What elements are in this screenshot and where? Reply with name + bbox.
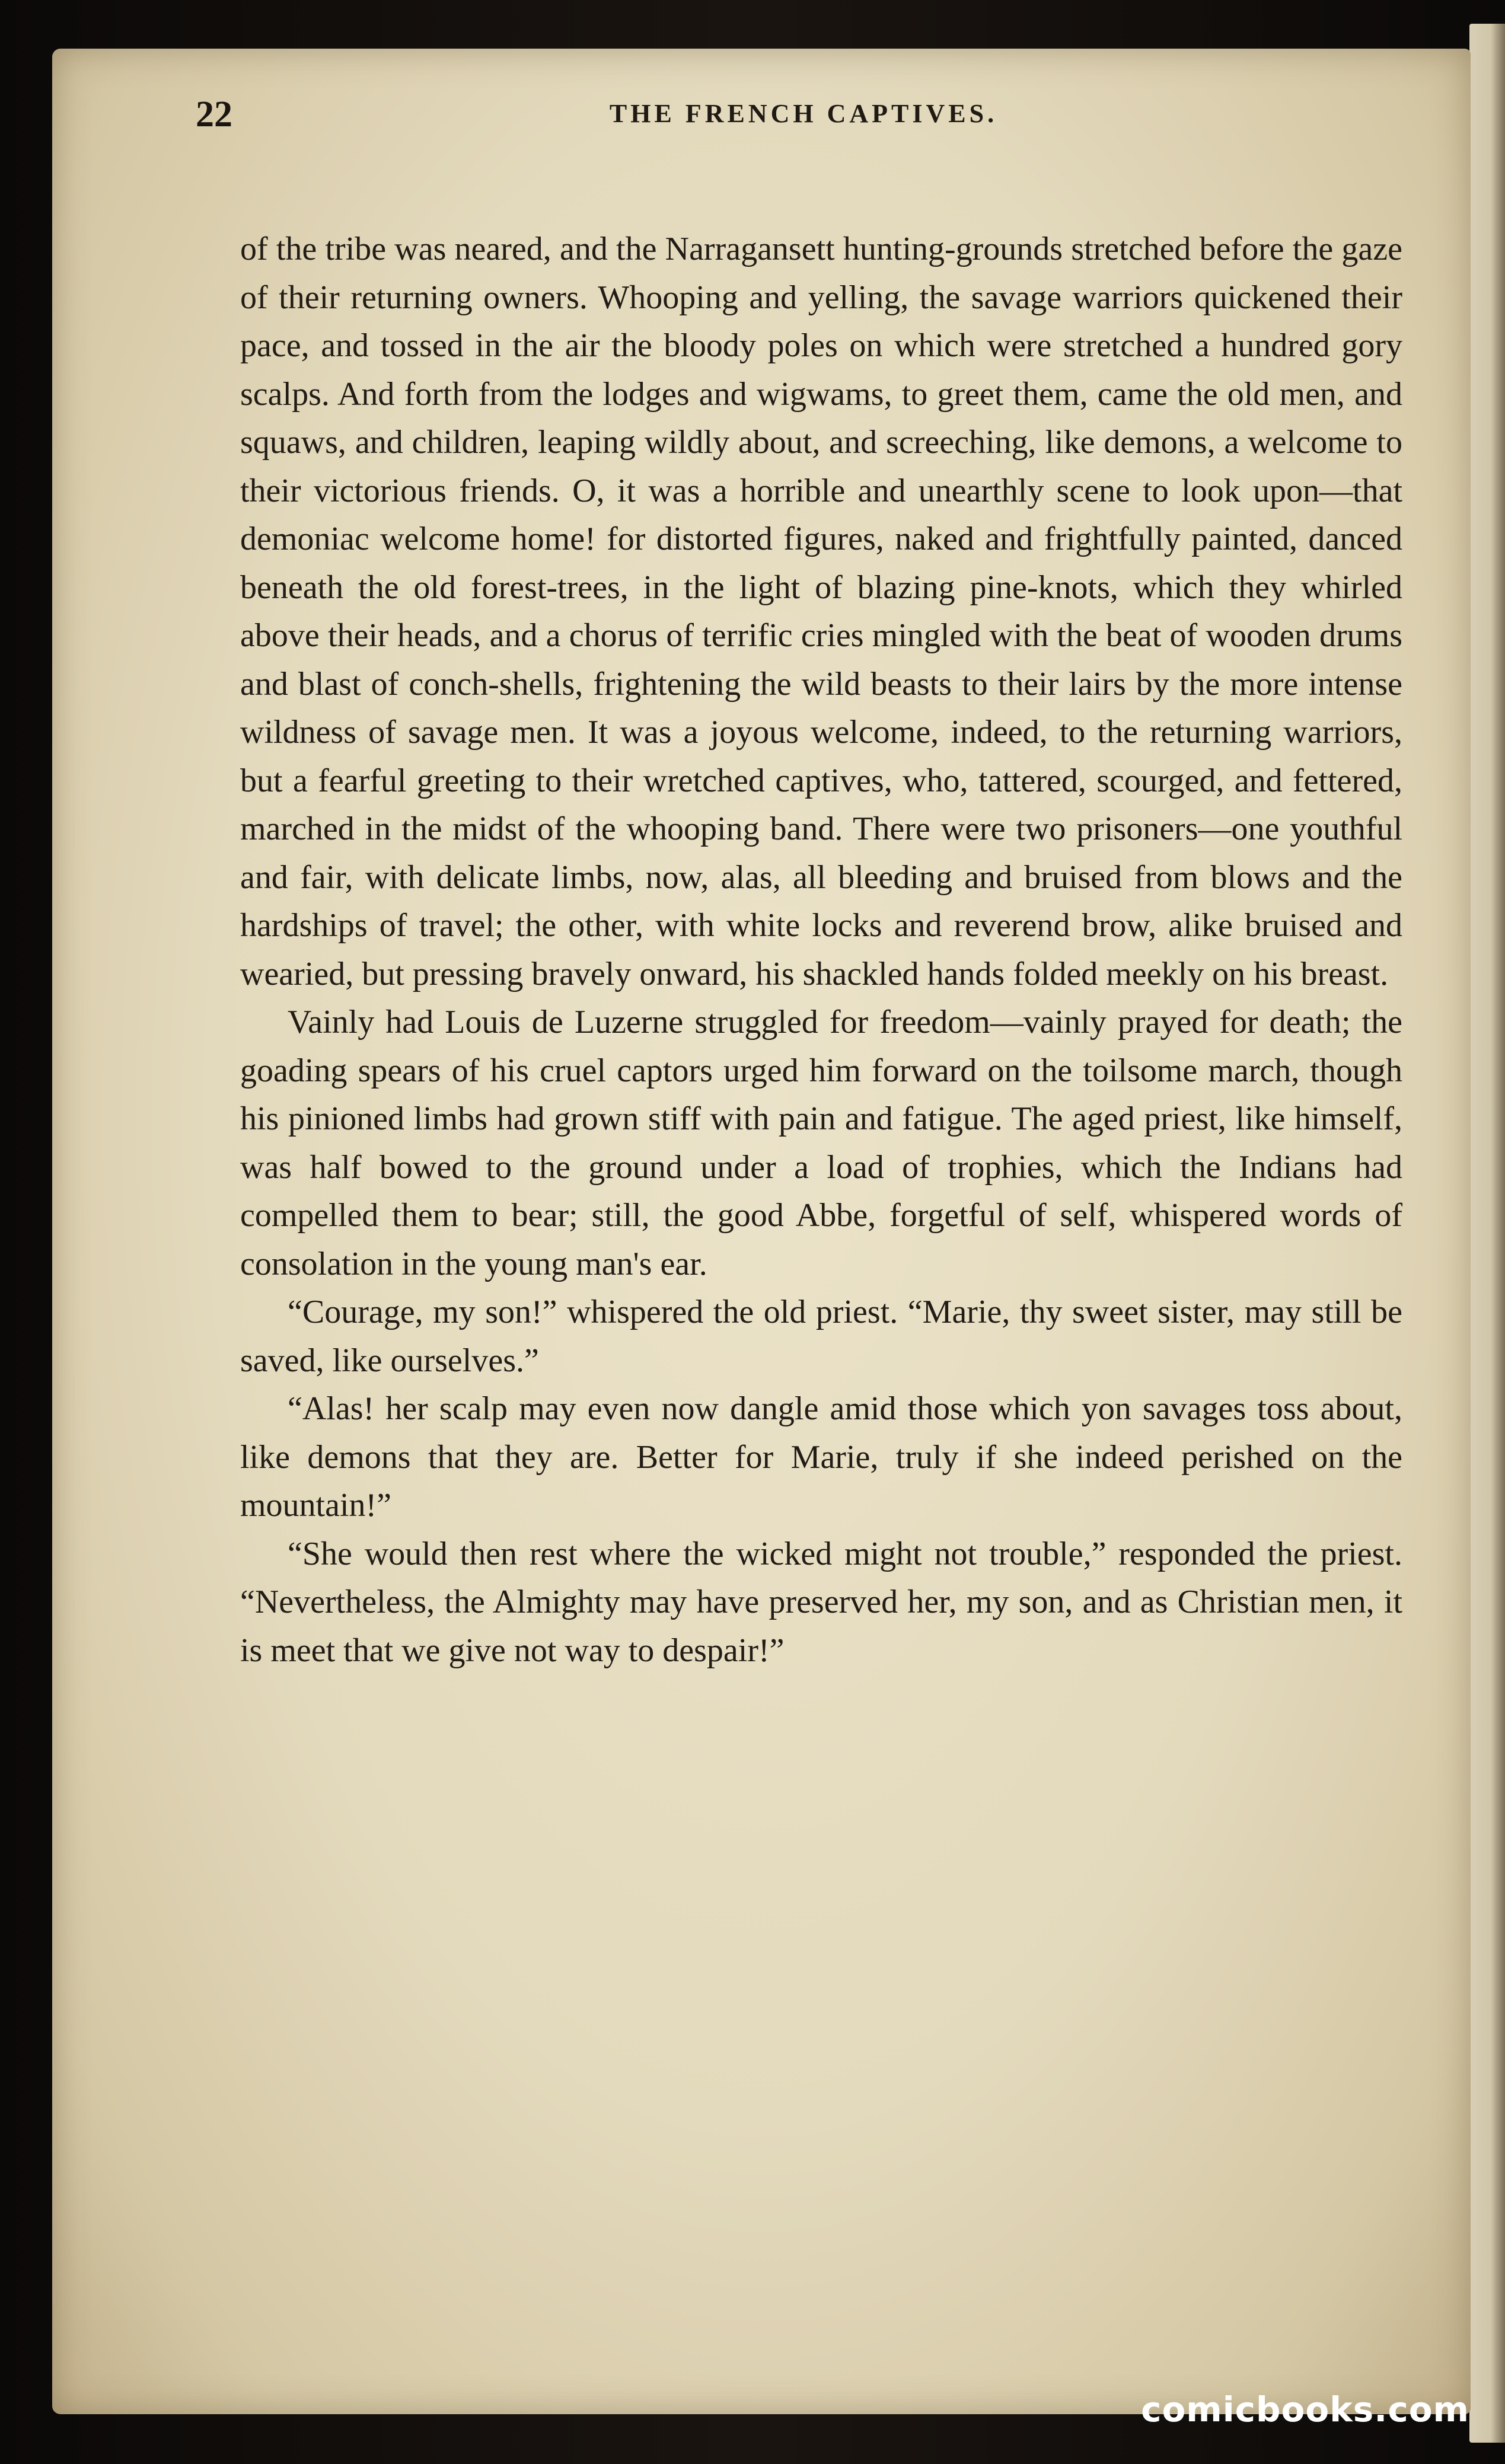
page-number: 22 bbox=[196, 94, 232, 135]
paragraph-1: of the tribe was neared, and the Narragansett hunting-grounds stretched before the gaze of their returning owners. Whooping and yelling, the savage warriors quickened their pace, and tossed in the air the bloody poles on which were stretched a hundred gory scalps. And forth from the lodges and wigwams, to greet them, came the old men, and squaws, and children, leaping wildly about, and screeching, like demons, a welcome to their victorious friends. O, it was a horrible and unearthly scene to look upon—that demoniac welcome home! for distorted figures, naked and frightfully painted, danced beneath the old forest-trees, in the light of blazing pine-knots, which they whirled above their heads, and a chorus of terrific cries mingled with the beat of wooden drums and blast of conch-shells, frightening the wild beasts to their lairs by the more intense wildness of savage men. It was a joyous welcome, indeed, to the returning warriors, but a fearful greeting to their wretched captives, who, tattered, scourged, and fettered, marched in the midst of the whooping band. There were two prisoners—one youthful and fair, with delicate limbs, now, alas, all bleeding and bruised from blows and the hardships of travel; the other, with white locks and reverend brow, alike bruised and wearied, but pressing bravely onward, his shackled hands folded meekly on his breast. bbox=[240, 231, 1402, 992]
paragraph-4: “Alas! her scalp may even now dangle amid those which yon savages toss about, like demons that they are. Better for Marie, truly if she indeed perished on the mountain!” bbox=[240, 1390, 1402, 1524]
watermark: comicbooks.com bbox=[1141, 2389, 1469, 2430]
page-header bbox=[196, 94, 1411, 141]
body-text bbox=[240, 225, 1402, 1675]
paragraph-3: “Courage, my son!” whispered the old priest. “Marie, thy sweet sister, may still be saved, like ourselves.” bbox=[240, 1294, 1402, 1379]
paragraph-5: “She would then rest where the wicked might not trouble,” responded the priest. “Nevertheless, the Almighty may have preserved her, my son, and as Christian men, it is meet that we give not way to despair!” bbox=[240, 1535, 1402, 1669]
paragraph-2: Vainly had Louis de Luzerne struggled for freedom—vainly prayed for death; the goading spears of his cruel captors urged him forward on the toilsome march, though his pinioned limbs had grown stiff with pain and fatigue. The aged priest, like himself, was half bowed to the ground under a load of trophies, which the Indians had compelled them to bear; still, the good Abbe, forgetful of self, whispered words of consolation in the young man's ear. bbox=[240, 1004, 1402, 1282]
adjacent-page-edge bbox=[1469, 24, 1505, 2443]
running-head: THE FRENCH CAPTIVES. bbox=[609, 99, 998, 128]
